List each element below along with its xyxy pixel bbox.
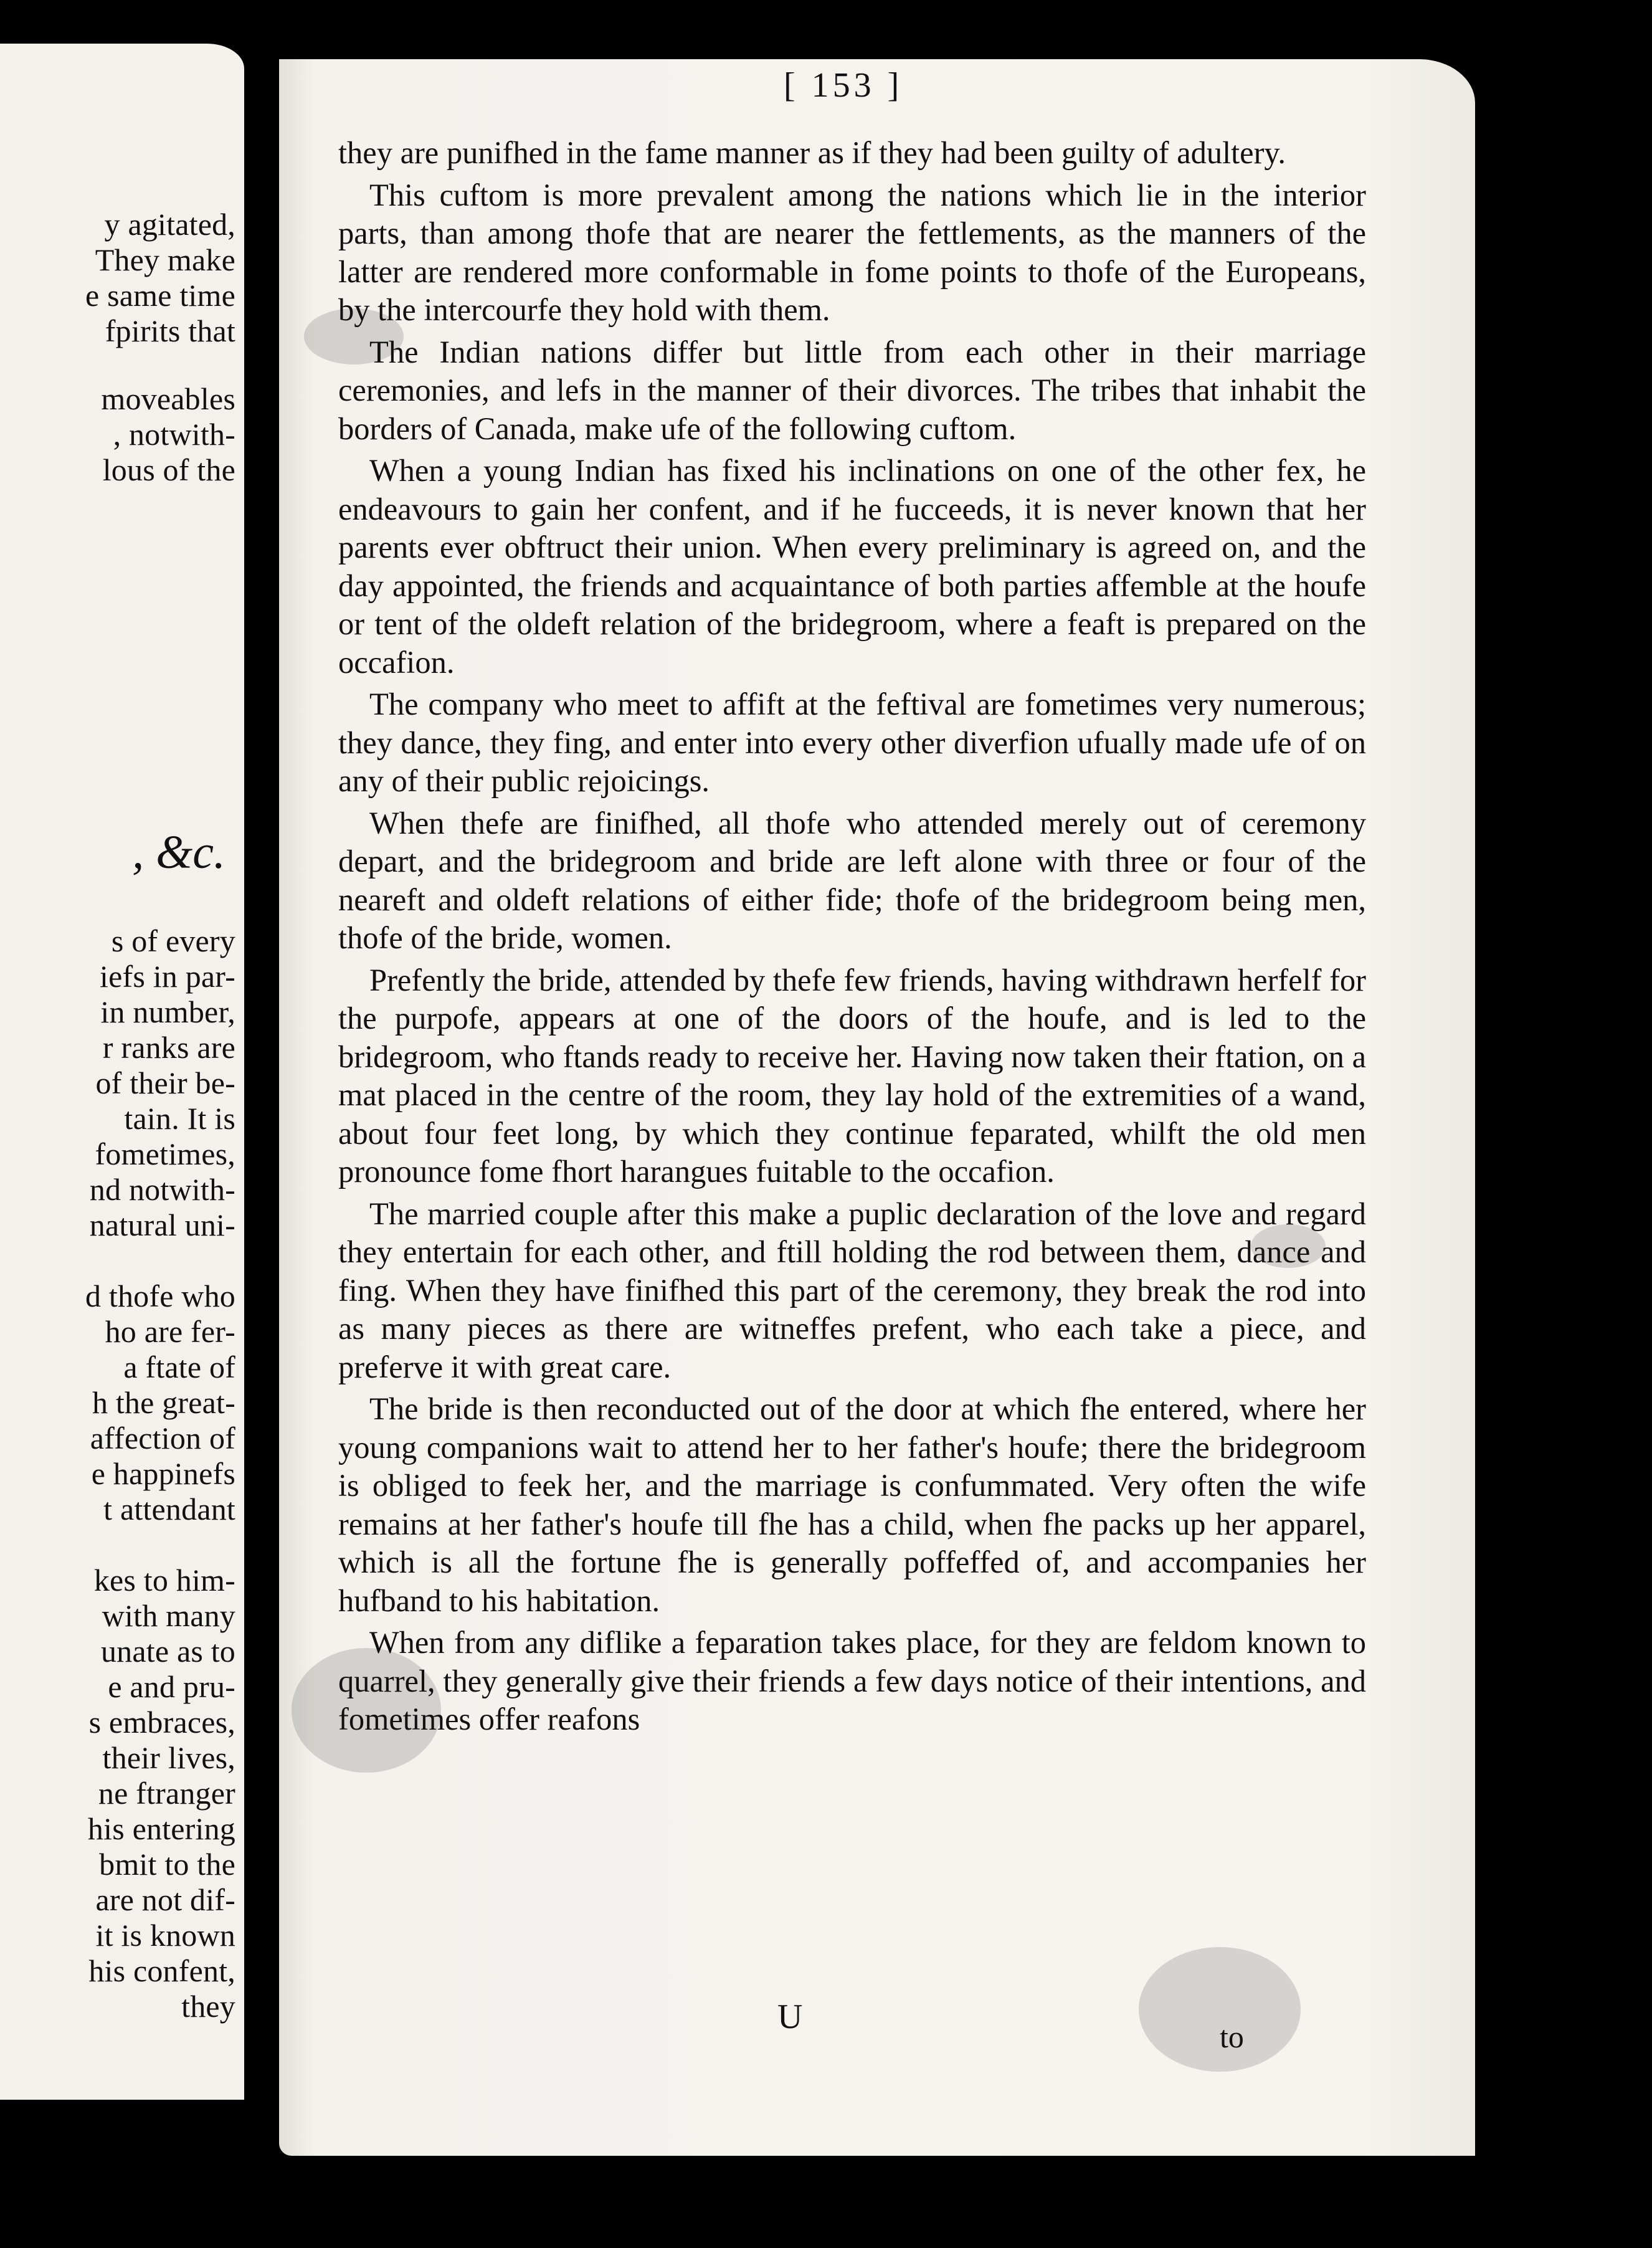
paragraph: When thefe are finifhed, all thofe who attended merely out of ceremony depart, and the bridegroom and bride are left alone with three or four of the neareft and oldeft relations of either fide; thofe of the bridegroom being men, thofe of the bride, women. (338, 805, 1366, 955)
left-text-line: his confent, (88, 1953, 235, 1988)
left-text-line: affection of (90, 1421, 235, 1455)
left-text-line: , notwith- (113, 417, 235, 452)
left-text-line: s embraces, (88, 1705, 235, 1740)
left-text-line: kes to him- (93, 1563, 235, 1598)
paragraph: When from any diflike a feparation takes place, for they are feldom known to quarrel, they generally give their friends a few days notice of their intentions, and fometimes offer reafons (338, 1625, 1366, 1736)
left-text-line: natural uni- (89, 1207, 235, 1242)
left-text-line: with many (102, 1598, 235, 1633)
left-page-fragment (0, 44, 244, 2100)
left-text-line: s of every (111, 923, 235, 958)
left-text-line: e and pru- (108, 1669, 235, 1704)
left-text-line: bmit to the (99, 1847, 235, 1882)
right-page (279, 59, 1475, 2156)
paragraph: Prefently the bride, attended by thefe few friends, having withdrawn herfelf for the purpofe, appears at one of the doors of the houfe, and is led to the bridegroom, who ftands ready to receive her. Having now taken their ftation, on a mat placed in the centre of the room, they lay hold of the extremities of a wand, about four feet long, by which they continue feparated, whilft the old men pronounce fome fhort harangues fuitable to the occafion. (338, 962, 1366, 1189)
left-text-line: a ftate of (123, 1350, 235, 1384)
body-text (338, 134, 1366, 1743)
paragraph: This cuftom is more prevalent among the nations which lie in the interior parts, than among thofe that are nearer the fettlements, as the manners of the latter are rendered more conformable in fome points to thofe of the Europeans, by the intercourfe they hold with them. (338, 177, 1366, 327)
left-text-line: nd notwith- (89, 1172, 235, 1207)
left-text-line: iefs in par- (100, 959, 235, 994)
left-text-line: d thofe who (85, 1279, 235, 1313)
paragraph: The Indian nations differ but little from each other in their marriage ceremonies, and lefs in the manner of their divorces. The tribes that inhabit the borders of Canada, make ufe of the following cuftom. (338, 334, 1366, 446)
paragraph: The married couple after this make a puplic declaration of the love and regard they entertain for each other, and ftill holding the rod between them, dance and fing. When they have finifhed this part of the ceremony, they break the rod into as many pieces as there are witneffes prefent, who each take a piece, and preferve it with great care. (338, 1196, 1366, 1384)
left-text-line: e same time (85, 278, 235, 313)
paragraph: When a young Indian has fixed his inclinations on one of the other fex, he endeavours to gain her confent, and if he fucceeds, it is never known that her parents ever obftruct their union. When every preliminary is agreed on, and the day appointed, the friends and acquaintance of both parties affemble at the houfe or tent of the oldeft relation of the bridegroom, where a feaft is prepared on the occafion. (338, 453, 1366, 680)
left-text-line: it is known (95, 1918, 235, 1953)
left-text-line: they (181, 1989, 235, 2024)
left-text-line: their lives, (102, 1740, 235, 1775)
left-section-heading: , &c. (132, 826, 225, 879)
left-text-line: e happinefs (91, 1456, 235, 1491)
paragraph: they are punifhed in the fame manner as if they had been guilty of adultery. (338, 135, 1286, 170)
paragraph: The company who meet to affift at the feftival are fometimes very numerous; they dance, they fing, and enter into every other diverfion ufually made ufe of on any of their public rejoicings. (338, 687, 1366, 798)
left-text-line: are not dif- (95, 1882, 235, 1917)
book-gutter (249, 37, 277, 2125)
left-text-line: ho are fer- (105, 1314, 235, 1349)
left-text-line: h the great- (92, 1385, 235, 1420)
left-text-line: in number, (100, 994, 235, 1029)
left-text-line: ne ftranger (98, 1776, 235, 1811)
left-text-line: t attendant (103, 1492, 235, 1526)
left-text-line: fometimes, (95, 1136, 235, 1171)
left-text-line: unate as to (100, 1634, 235, 1669)
left-text-line: his entering (87, 1811, 235, 1846)
page-number: [ 153 ] (784, 66, 903, 105)
left-text-line: They make (95, 242, 235, 277)
left-text-line: of their be- (95, 1065, 235, 1100)
paragraph: The bride is then reconducted out of the door at which fhe entered, where her young companions wait to attend her to her father's houfe; there the bridegroom is obliged to feek her, and the marriage is confummated. Very often the wife remains at her father's houfe till fhe has a child, when fhe packs up her apparel, which is all the fortune fhe is generally poffeffed of, and accompanies her hufband to his habitation. (338, 1391, 1366, 1618)
signature-mark: U (777, 1998, 803, 2036)
left-text-line: fpirits that (105, 313, 235, 348)
left-text-line: r ranks are (102, 1030, 235, 1065)
left-text-line: moveables (101, 381, 235, 416)
left-text-line: y agitated, (104, 207, 235, 242)
left-text-line: lous of the (102, 452, 235, 487)
left-text-line: tain. It is (124, 1101, 235, 1136)
catchword: to (1220, 2019, 1244, 2054)
